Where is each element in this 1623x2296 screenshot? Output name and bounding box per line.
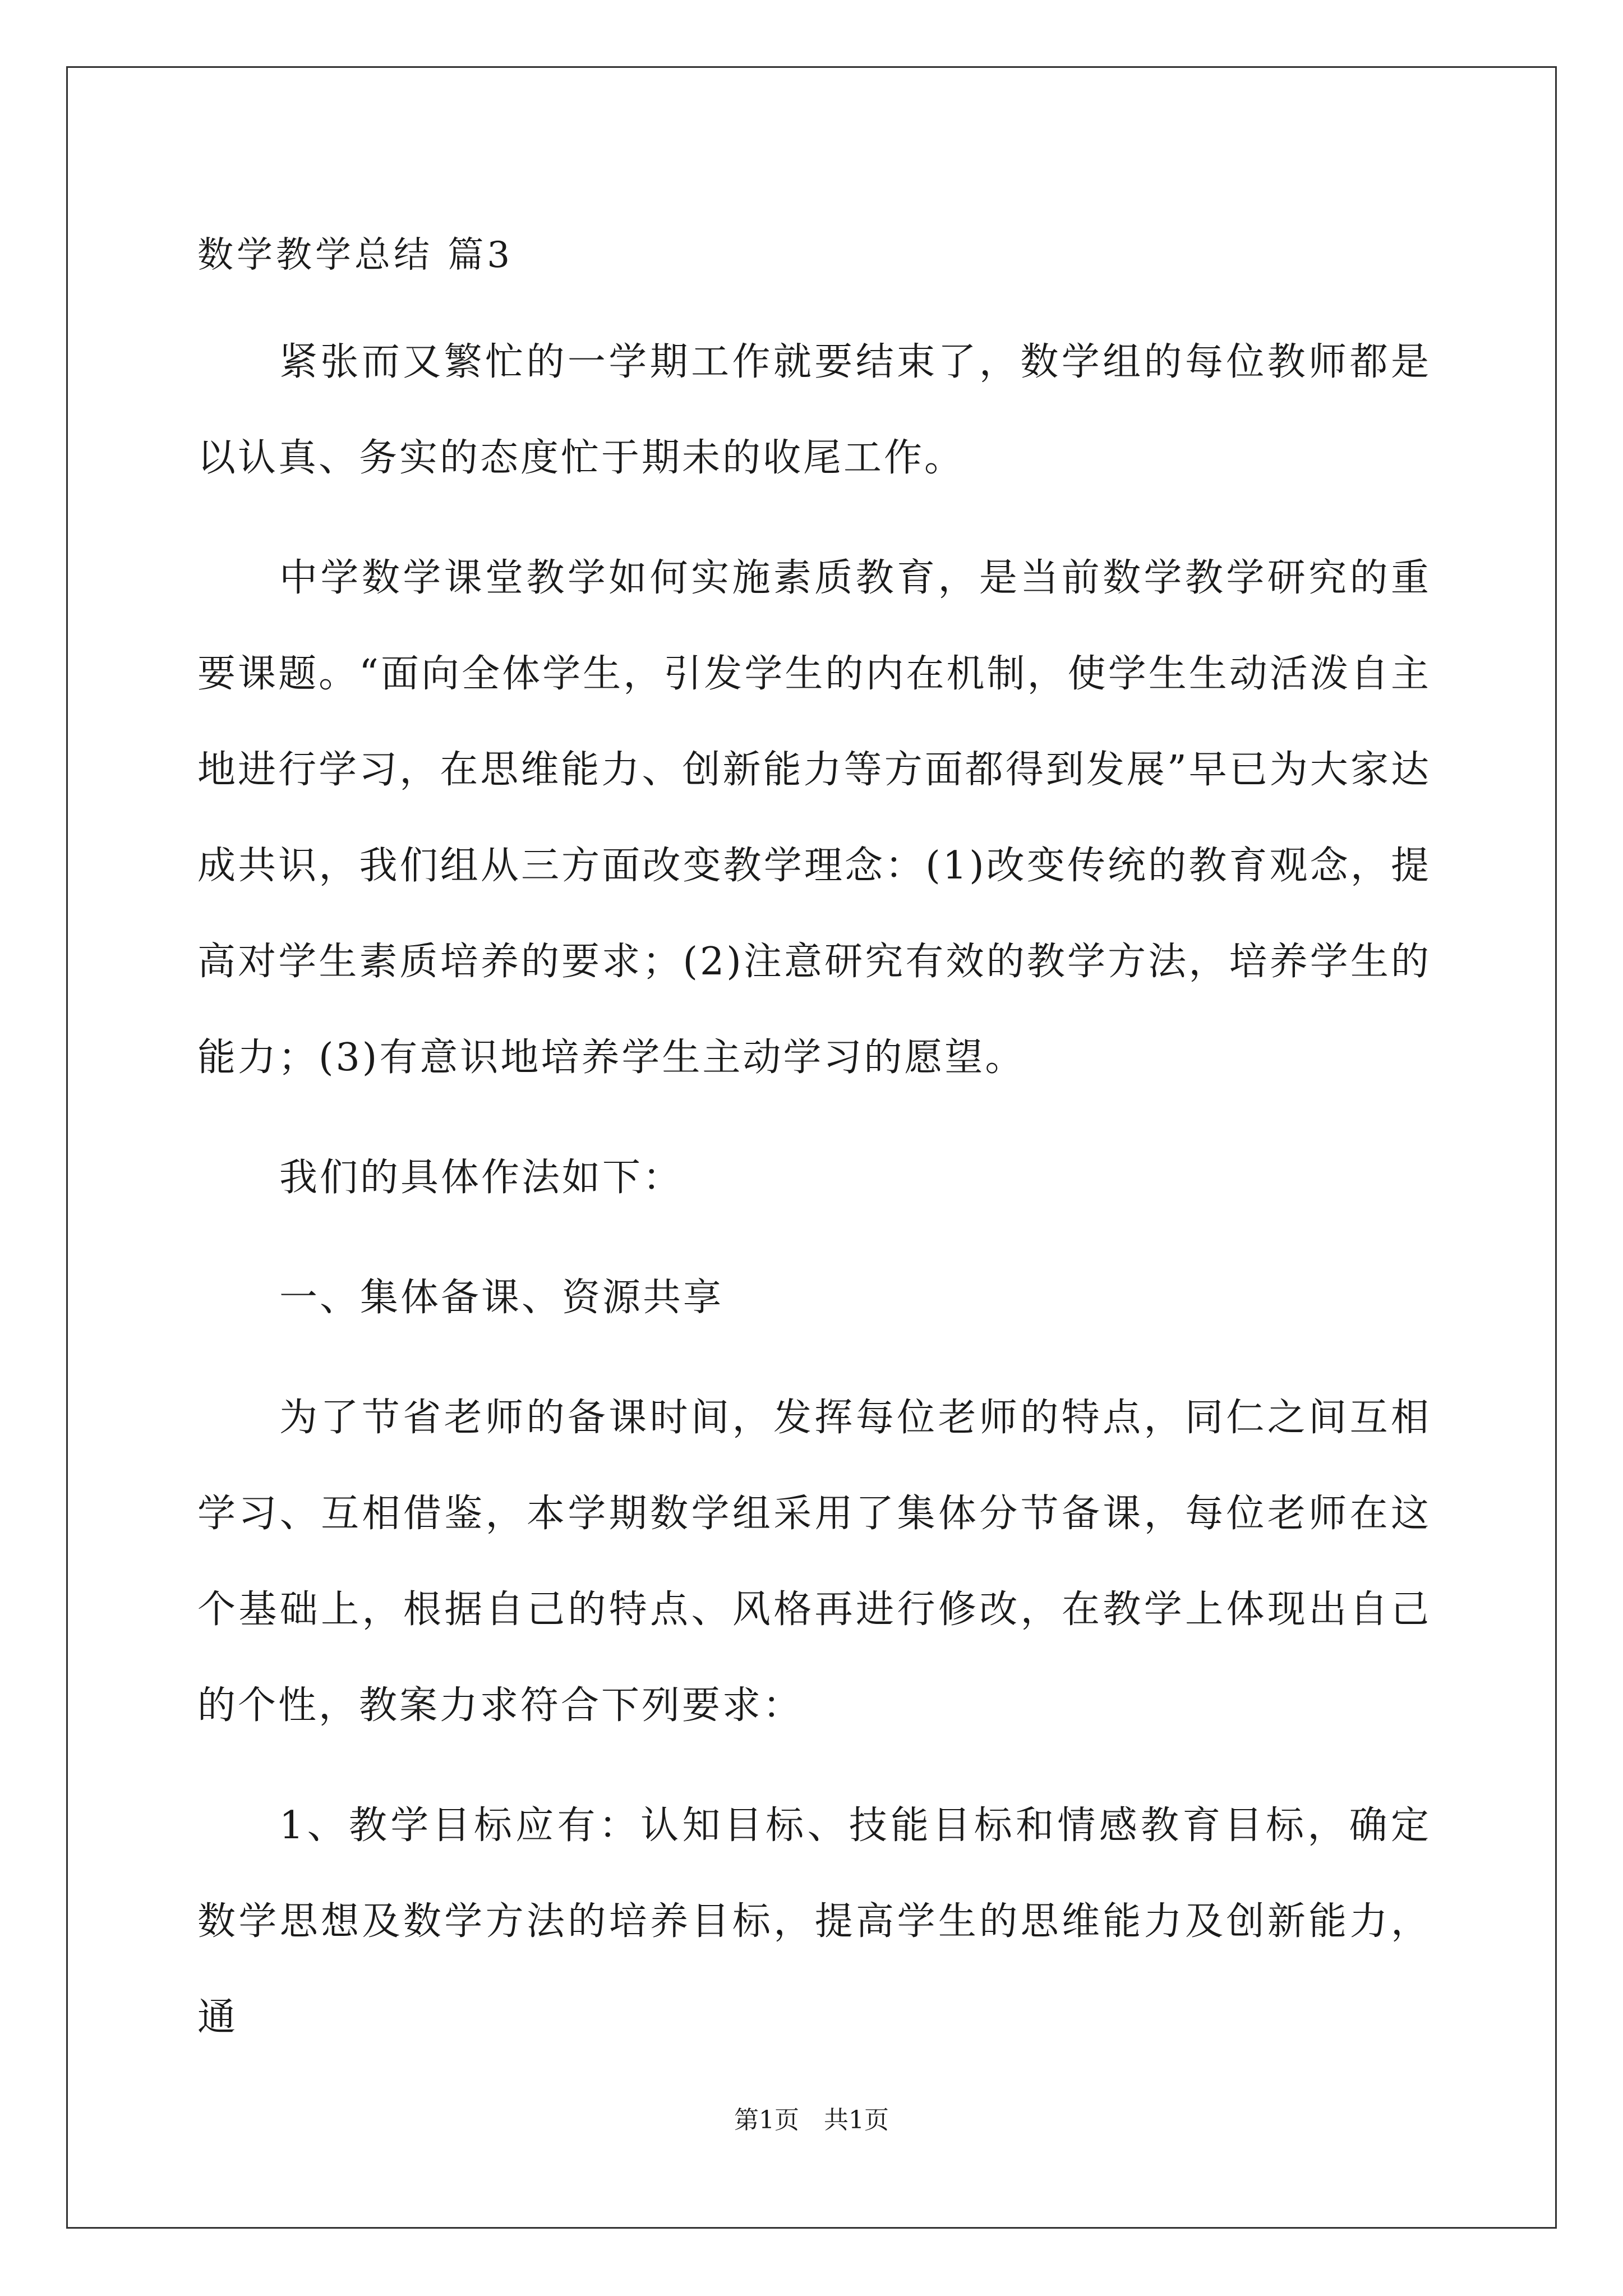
section-heading-collective-lesson-prep: 一、集体备课、资源共享 — [279, 1276, 724, 1320]
document-body — [197, 216, 1431, 2065]
paragraph-intro: 紧张而又繁忙的一学期工作就要结束了，数学组的每位教师都是以认真、务实的态度忙于期未的收尾工作。 — [197, 340, 1431, 480]
document-title: 数学教学总结 篇3 — [197, 234, 514, 276]
paragraph-collective-lesson-prep: 为了节省老师的备课时间，发挥每位老师的特点，同仁之间互相学习、互相借鉴，本学期数学组采用了集体分节备课，每位老师在这个基础上，根据自己的特点、风格再进行修改，在教学上体现出自己的个性，教案力求符合下列要求： — [197, 1396, 1431, 1728]
paragraph-methods-intro: 我们的具体作法如下： — [279, 1156, 684, 1200]
paragraph-quality-education: 中学数学课堂教学如何实施素质教育，是当前数学教学研究的重要课题。“面向全体学生，引发学生的内在机制，使学生生动活泼自主地进行学习，在思维能力、创新能力等方面都得到发展”早已为大家达成共识，我们组从三方面改变教学理念：(1)改变传统的教育观念，提高对学生素质培养的要求；(2)注意研究有效的教学方法，培养学生的能力；(3)有意识地培养学生主动学习的愿望。 — [197, 556, 1431, 1080]
paragraph-teaching-objectives: 1、教学目标应有：认知目标、技能目标和情感教育目标，确定数学思想及数学方法的培养目标，提高学生的思维能力及创新能力，通 — [197, 1803, 1431, 2040]
page-footer: 第1页 共1页 — [734, 2106, 889, 2134]
